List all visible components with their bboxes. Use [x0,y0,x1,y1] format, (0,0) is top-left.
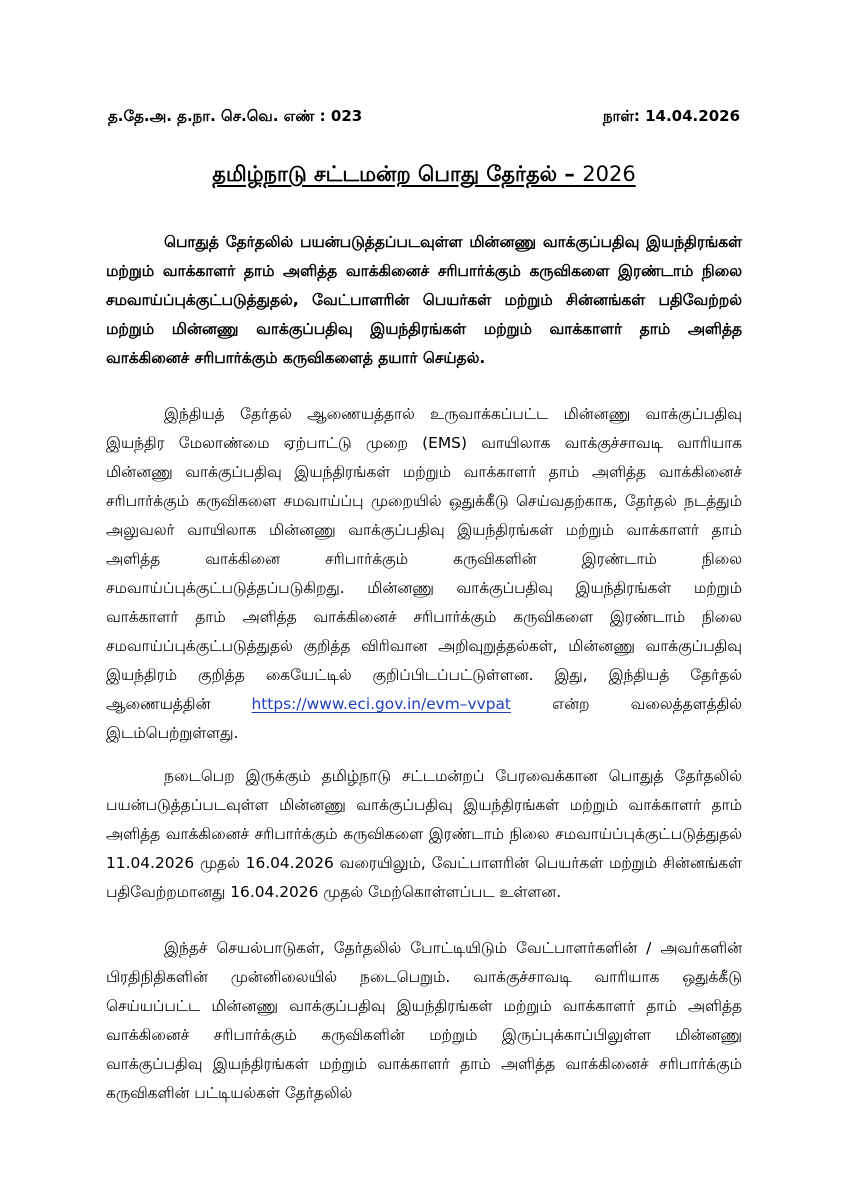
eci-evm-vvpat-link[interactable]: https://www.eci.gov.in/evm–vvpat [251,695,511,713]
title-year: 2026 [582,162,636,186]
paragraph-ems [106,400,742,748]
reference-number: த.தே.அ. த.நா. செ.வெ. எண் : 023 [108,107,363,125]
paragraph-schedule: நடைபெற இருக்கும் தமிழ்நாடு சட்டமன்றப் பேரவைக்கான பொதுத் தேர்தலில் பயன்படுத்தப்படவுள்ள மின்னணு வாக்குப்பதிவு இயந்திரங்கள் மற்றும் வாக்காளர் தாம் அளித்த வாக்கினைச் சரிபார்க்கும் கருவிகளை இரண்டாம் நிலை சமவாய்ப்புக்குட்படுத்துதல் 11.04.2026 முதல் 16.04.2026 வரையிலும், வேட்பாளரின் பெயர்கள் மற்றும் சின்னங்கள் பதிவேற்றமானது 16.04.2026 முதல் மேற்கொள்ளப்பட உள்ளன. [106,767,742,901]
title-text: தமிழ்நாடு சட்டமன்ற பொது தேர்தல் – [212,162,575,186]
document-date: நாள்: 14.04.2026 [602,107,740,125]
paragraph-ems-text: இந்தியத் தேர்தல் ஆணையத்தால் உருவாக்கப்பட்ட மின்னணு வாக்குப்பதிவு இயந்திர மேலாண்மை ஏற்பாட்டு முறை (EMS) வாயிலாக வாக்குச்சாவடி வாரியாக மின்னணு வாக்குப்பதிவு இயந்திரங்கள் மற்றும் வாக்காளர் தாம் அளித்த வாக்கினைச் சரிபார்க்கும் கருவிகளை சமவாய்ப்பு முறையில் ஒதுக்கீடு செய்வதற்காக, தேர்தல் நடத்தும் அலுவலர் வாயிலாக மின்னணு வாக்குப்பதிவு இயந்திரங்கள் மற்றும் வாக்காளர் தாம் அளித்த வாக்கினை சரிபார்க்கும் கருவிகளின் இரண்டாம் நிலை சமவாய்ப்புக்குட்படுத்தப்படுகிறது. மின்னணு வாக்குப்பதிவு இயந்திரங்கள் மற்றும் வாக்காளர் தாம் அளித்த வாக்கினைச் சரிபார்க்கும் கருவிகளை இரண்டாம் நிலை சமவாய்ப்புக்குட்படுத்துதல் குறித்த விரிவான அறிவுறுத்தல்கள், மின்னணு வாக்குப்பதிவு இயந்திரம் குறித்த கையேட்டில் குறிப்பிடப்பட்டுள்ளன. இது, இந்தியத் தேர்தல் ஆணையத்தின் [106,405,742,713]
page-title [0,162,848,189]
paragraph-ems-tail: என்ற வலைத்தளத்தில் இடம்பெற்றுள்ளது. [106,695,742,742]
reference-line [108,106,740,128]
paragraph-subject: பொதுத் தேர்தலில் பயன்படுத்தப்படவுள்ள மின்னணு வாக்குப்பதிவு இயந்திரங்கள் மற்றும் வாக்காளர் தாம் அளித்த வாக்கினைச் சரிபார்க்கும் கருவிகளை இரண்டாம் நிலை சமவாய்ப்புக்குட்படுத்துதல், வேட்பாளரின் பெயர்கள் மற்றும் சின்னங்கள் பதிவேற்றல் மற்றும் மின்னணு வாக்குப்பதிவு இயந்திரங்கள் மற்றும் வாக்காளர் தாம் அளித்த வாக்கினைச் சரிபார்க்கும் கருவிகளைத் தயார் செய்தல். [106,233,742,367]
paragraph-activities: இந்தச் செயல்பாடுகள், தேர்தலில் போட்டியிடும் வேட்பாளர்களின் / அவர்களின் பிரதிநிதிகளின் முன்னிலையில் நடைபெறும். வாக்குச்சாவடி வாரியாக ஒதுக்கீடு செய்யப்பட்ட மின்னணு வாக்குப்பதிவு இயந்திரங்கள் மற்றும் வாக்காளர் தாம் அளித்த வாக்கினைச் சரிபார்க்கும் கருவிகளின் மற்றும் இருப்புக்காப்பிலுள்ள மின்னணு வாக்குப்பதிவு இயந்திரங்கள் மற்றும் வாக்காளர் தாம் அளித்த வாக்கினைச் சரிபார்க்கும் கருவிகளின் பட்டியல்கள் தேர்தலில் [106,939,742,1102]
